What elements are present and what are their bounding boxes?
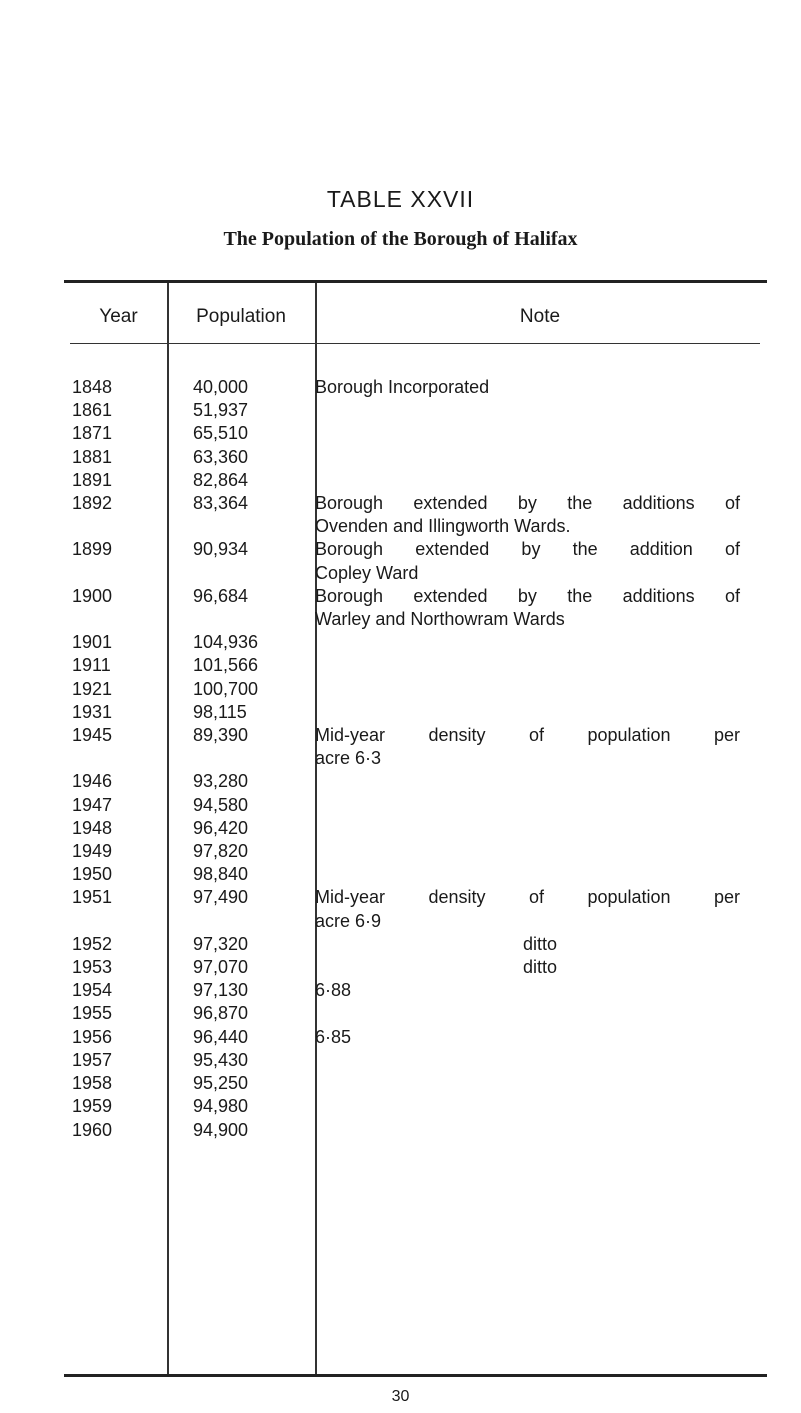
note-cell — [315, 631, 740, 654]
note-cell — [315, 1002, 740, 1025]
table-row — [0, 654, 801, 677]
population-cell — [167, 794, 315, 817]
table-row — [0, 1119, 801, 1142]
year-cell — [70, 678, 140, 701]
note-cell — [315, 1026, 740, 1049]
population-cell — [167, 399, 315, 422]
year-cell — [70, 492, 140, 538]
year-cell — [70, 1026, 140, 1049]
year-cell — [70, 886, 140, 932]
table-row — [0, 979, 801, 1002]
population-value: 98,115 — [193, 701, 247, 722]
population-value: 96,870 — [193, 1003, 249, 1024]
note-cell — [315, 492, 740, 538]
table-bottom-rule — [64, 1374, 767, 1377]
population-cell — [167, 1002, 315, 1025]
table-subtitle: The Population of the Borough of Halifax — [223, 228, 578, 250]
year-cell — [70, 585, 140, 631]
year-cell — [70, 1002, 140, 1025]
year-cell — [70, 654, 140, 677]
note-line: Borough extended by the addition of — [315, 539, 740, 560]
year-value: 1951 — [72, 887, 113, 908]
population-value: 89,390 — [193, 725, 249, 746]
population-value: 97,820 — [193, 841, 249, 862]
population-value: 95,250 — [193, 1073, 249, 1094]
note-line: Mid-year density of population per — [315, 887, 740, 908]
table-body — [0, 376, 801, 1142]
population-cell — [167, 678, 315, 701]
note-cell — [315, 538, 740, 584]
population-value: 90,934 — [193, 539, 249, 560]
table-row — [0, 724, 801, 770]
table-title: TABLE XXVII — [326, 186, 475, 212]
table-row — [0, 585, 801, 631]
year-value: 1921 — [72, 678, 113, 699]
population-value: 65,510 — [193, 423, 249, 444]
table-row — [0, 631, 801, 654]
note-line: acre 6·3 — [315, 748, 382, 769]
year-value: 1848 — [72, 377, 113, 397]
note-cell — [315, 840, 740, 863]
table-row — [0, 701, 801, 724]
year-value: 1955 — [72, 1003, 113, 1024]
year-value: 1892 — [72, 493, 113, 514]
table-row — [0, 1095, 801, 1118]
population-value: 104,936 — [193, 632, 259, 653]
table-row — [0, 492, 801, 538]
note-cell — [315, 956, 740, 979]
population-cell — [167, 770, 315, 793]
table-row — [0, 376, 801, 399]
note-cell — [315, 1049, 740, 1072]
table-row — [0, 933, 801, 956]
year-cell — [70, 863, 140, 886]
population-cell — [167, 701, 315, 724]
year-value: 1946 — [72, 771, 113, 792]
note-cell — [315, 376, 740, 399]
header-year: Year — [99, 306, 138, 327]
population-cell — [167, 469, 315, 492]
population-value: 40,000 — [193, 377, 249, 397]
population-cell — [167, 538, 315, 584]
note-line: Copley Ward — [315, 562, 419, 583]
year-cell — [70, 956, 140, 979]
table-row — [0, 840, 801, 863]
population-cell — [167, 654, 315, 677]
year-value: 1900 — [72, 585, 113, 606]
year-cell — [70, 1049, 140, 1072]
year-cell — [70, 1072, 140, 1095]
note-line: ditto — [523, 957, 558, 978]
year-value: 1960 — [72, 1119, 113, 1140]
note-cell — [315, 1072, 740, 1095]
population-cell — [167, 446, 315, 469]
year-cell — [70, 631, 140, 654]
note-cell — [315, 678, 740, 701]
population-value: 100,700 — [193, 678, 259, 699]
population-value: 63,360 — [193, 446, 249, 467]
note-line: acre 6·9 — [315, 910, 382, 931]
population-value: 94,580 — [193, 794, 249, 815]
population-cell — [167, 979, 315, 1002]
population-value: 94,980 — [193, 1096, 249, 1117]
population-value: 94,900 — [193, 1119, 249, 1140]
year-cell — [70, 1119, 140, 1142]
table-row — [0, 1049, 801, 1072]
population-value: 97,130 — [193, 980, 249, 1001]
year-value: 1871 — [72, 423, 113, 444]
header-divider — [70, 343, 760, 344]
population-cell — [167, 1072, 315, 1095]
population-cell — [167, 1026, 315, 1049]
year-value: 1949 — [72, 841, 113, 862]
table-row — [0, 956, 801, 979]
population-cell — [167, 933, 315, 956]
population-cell — [167, 863, 315, 886]
table-row — [0, 1026, 801, 1049]
year-value: 1899 — [72, 539, 113, 560]
note-cell — [315, 817, 740, 840]
table-row — [0, 469, 801, 492]
note-line: 6·88 — [315, 980, 352, 1001]
table-row — [0, 794, 801, 817]
year-cell — [70, 840, 140, 863]
header-note: Note — [519, 306, 561, 327]
year-cell — [70, 724, 140, 770]
population-cell — [167, 840, 315, 863]
table-row — [0, 886, 801, 932]
population-cell — [167, 956, 315, 979]
note-line: 6·85 — [315, 1026, 352, 1047]
page-number: 30 — [391, 1388, 410, 1405]
year-value: 1952 — [72, 933, 113, 954]
year-cell — [70, 979, 140, 1002]
year-value: 1945 — [72, 725, 113, 746]
population-cell — [167, 1095, 315, 1118]
note-cell — [315, 701, 740, 724]
population-value: 82,864 — [193, 469, 249, 490]
year-cell — [70, 770, 140, 793]
population-value: 96,440 — [193, 1026, 249, 1047]
year-cell — [70, 422, 140, 445]
table-row — [0, 1002, 801, 1025]
year-value: 1901 — [72, 632, 113, 653]
year-value: 1950 — [72, 864, 113, 885]
note-cell — [315, 399, 740, 422]
population-value: 93,280 — [193, 771, 249, 792]
year-value: 1954 — [72, 980, 113, 1001]
population-cell — [167, 492, 315, 538]
note-cell — [315, 886, 740, 932]
note-cell — [315, 933, 740, 956]
year-cell — [70, 1095, 140, 1118]
population-value: 96,684 — [193, 585, 249, 606]
year-value: 1956 — [72, 1026, 113, 1047]
table-row — [0, 1072, 801, 1095]
population-value: 97,320 — [193, 933, 249, 954]
year-cell — [70, 469, 140, 492]
population-value: 98,840 — [193, 864, 249, 885]
table-row — [0, 678, 801, 701]
note-cell — [315, 979, 740, 1002]
population-cell — [167, 585, 315, 631]
note-cell — [315, 1095, 740, 1118]
note-cell — [315, 1119, 740, 1142]
note-line: Borough extended by the additions of — [315, 493, 740, 514]
year-cell — [70, 794, 140, 817]
population-value: 83,364 — [193, 493, 249, 514]
population-cell — [167, 376, 315, 399]
note-cell — [315, 446, 740, 469]
table-row — [0, 538, 801, 584]
year-cell — [70, 538, 140, 584]
note-cell — [315, 724, 740, 770]
year-cell — [70, 399, 140, 422]
note-cell — [315, 794, 740, 817]
population-value: 97,490 — [193, 887, 249, 908]
year-cell — [70, 446, 140, 469]
note-line: Borough Incorporated — [315, 377, 490, 397]
year-value: 1948 — [72, 817, 113, 838]
note-cell — [315, 863, 740, 886]
year-value: 1947 — [72, 794, 113, 815]
population-value: 97,070 — [193, 957, 249, 978]
note-cell — [315, 469, 740, 492]
year-value: 1957 — [72, 1049, 113, 1070]
year-value: 1953 — [72, 957, 113, 978]
population-cell — [167, 724, 315, 770]
note-line: Mid-year density of population per — [315, 725, 740, 746]
table-row — [0, 422, 801, 445]
year-value: 1959 — [72, 1096, 113, 1117]
population-cell — [167, 1119, 315, 1142]
population-value: 101,566 — [193, 655, 259, 676]
population-cell — [167, 886, 315, 932]
table-row — [0, 399, 801, 422]
table-row — [0, 817, 801, 840]
year-cell — [70, 933, 140, 956]
year-value: 1861 — [72, 400, 113, 421]
year-value: 1891 — [72, 469, 113, 490]
population-value: 96,420 — [193, 817, 249, 838]
header-population: Population — [196, 306, 286, 327]
year-value: 1931 — [72, 701, 113, 722]
table-row — [0, 863, 801, 886]
population-cell — [167, 631, 315, 654]
population-value: 95,430 — [193, 1049, 249, 1070]
table-top-rule — [64, 280, 767, 283]
year-cell — [70, 817, 140, 840]
table-row — [0, 446, 801, 469]
note-line: Borough extended by the additions of — [315, 585, 740, 606]
population-cell — [167, 422, 315, 445]
note-cell — [315, 422, 740, 445]
year-cell — [70, 376, 140, 399]
table-row — [0, 770, 801, 793]
note-line: Warley and Northowram Wards — [315, 609, 565, 630]
year-value: 1881 — [72, 446, 113, 467]
year-value: 1911 — [72, 655, 111, 676]
note-line: ditto — [523, 933, 558, 954]
population-cell — [167, 817, 315, 840]
year-cell — [70, 701, 140, 724]
note-cell — [315, 585, 740, 631]
note-line: Ovenden and Illingworth Wards. — [315, 516, 571, 537]
population-value: 51,937 — [193, 400, 249, 421]
year-value: 1958 — [72, 1073, 113, 1094]
population-cell — [167, 1049, 315, 1072]
note-cell — [315, 770, 740, 793]
note-cell — [315, 654, 740, 677]
